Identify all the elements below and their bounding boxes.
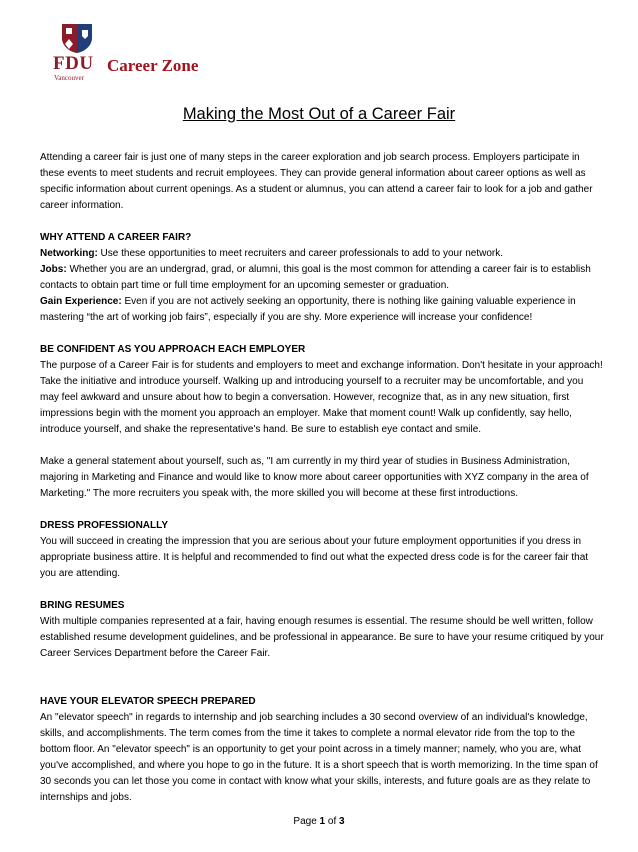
confident-paragraph-2: Make a general statement about yourself, such as, "I am currently in my third year of studies in Business Administration, majoring in Marketing and Finance and would like to know more about career opportunities with XYZ company in the area of Marketing." The more recruiters you speak with, the more skilled you will become at these first introductions. <box>40 456 589 499</box>
section-be-confident <box>40 342 604 438</box>
document-body <box>40 150 604 822</box>
university-crest-icon <box>60 22 94 54</box>
confident-paragraph-1: The purpose of a Career Fair is for students and employers to meet and exchange information. Don't hesitate in your approach! Take the initiative and introduce yourself. Walking up and introducing yourself to a recruiter may be uncomfortable, and you may feel awkward and unsure about how to begin a conversation. However, recognize that, as in any new situation, first impressions begin with the moment you approach an employer. Make that moment count! Walk up confidently, say hello, introduce yourself, and shake the representative's hand. Be sure to establish eye contact and smile. <box>40 360 603 435</box>
logo-campus: Vancouver <box>54 74 84 82</box>
section-resumes <box>40 598 604 662</box>
gain-experience-text: Even if you are not actively seeking an opportunity, there is nothing like gaining valuable experience in mastering “the art of working job fairs”, especially if you are shy. More experience will increase your confidence! <box>40 296 576 323</box>
section-heading: DRESS PROFESSIONALLY <box>40 520 168 531</box>
section-heading: HAVE YOUR ELEVATOR SPEECH PREPARED <box>40 696 256 707</box>
gain-experience-label: Gain Experience: <box>40 296 122 307</box>
of-word: of <box>325 816 340 827</box>
page-word: Page <box>293 816 320 827</box>
document-title: Making the Most Out of a Career Fair <box>182 105 456 123</box>
logo-wordmark: FDU <box>53 53 94 74</box>
section-why-attend <box>40 230 604 326</box>
dress-text: You will succeed in creating the impression that you are serious about your future employment opportunities if you dress in appropriate business attire. It is helpful and recommended to find out what the expected dress code is for the career fair that you are attending. <box>40 536 589 579</box>
jobs-text: Whether you are an undergrad, grad, or alumni, this goal is the most common for attending a career fair is to establish contacts to obtain part time or full time employment for an upcoming semester or graduation. <box>40 264 591 291</box>
jobs-label: Jobs: <box>40 264 67 275</box>
section-dress <box>40 518 604 582</box>
section-heading: BE CONFIDENT AS YOU APPROACH EACH EMPLOYER <box>40 344 306 355</box>
section-heading: BRING RESUMES <box>40 600 125 611</box>
networking-label: Networking: <box>40 248 98 259</box>
section-heading: WHY ATTEND A CAREER FAIR? <box>40 232 192 243</box>
section-elevator-speech <box>40 694 604 806</box>
networking-text: Use these opportunities to meet recruiters and career professionals to add to your network. <box>97 248 503 259</box>
career-zone-brand: Career Zone <box>107 56 199 75</box>
fdu-logo <box>52 22 212 82</box>
current-page: 1 <box>319 816 326 827</box>
total-pages: 3 <box>339 816 345 827</box>
elevator-text: An "elevator speech" in regards to internship and job searching includes a 30 second overview of an individual's knowledge, skills, and accomplishments. The term comes from the time it takes to complete a normal elevator ride from the top to the bottom floor. An "elevator speech" is an opportunity to get your point across in a timely manner; namely, who you are, what you've accomplished, and where you hope to go in the future. It is a short speech that is worth memorizing. In the time span of 30 seconds you can let those you come in contact with know what your skills, interests, and future goals are as they relate to internships and jobs. <box>40 712 598 803</box>
intro-paragraph: Attending a career fair is just one of many steps in the career exploration and job search process. Employers participate in these events to meet students and recruit employees. They can provide general information about career options as well as specific information about current openings. As a student or alumnus, you can attend a career fair to look for a job and gather career information. <box>40 152 593 211</box>
resumes-text: With multiple companies represented at a fair, having enough resumes is essential. The resume should be well written, follow established resume development guidelines, and be professional in appearance. Be sure to have your resume critiqued by your Career Services Department before the Career Fair. <box>40 616 604 659</box>
page-number <box>0 815 638 829</box>
